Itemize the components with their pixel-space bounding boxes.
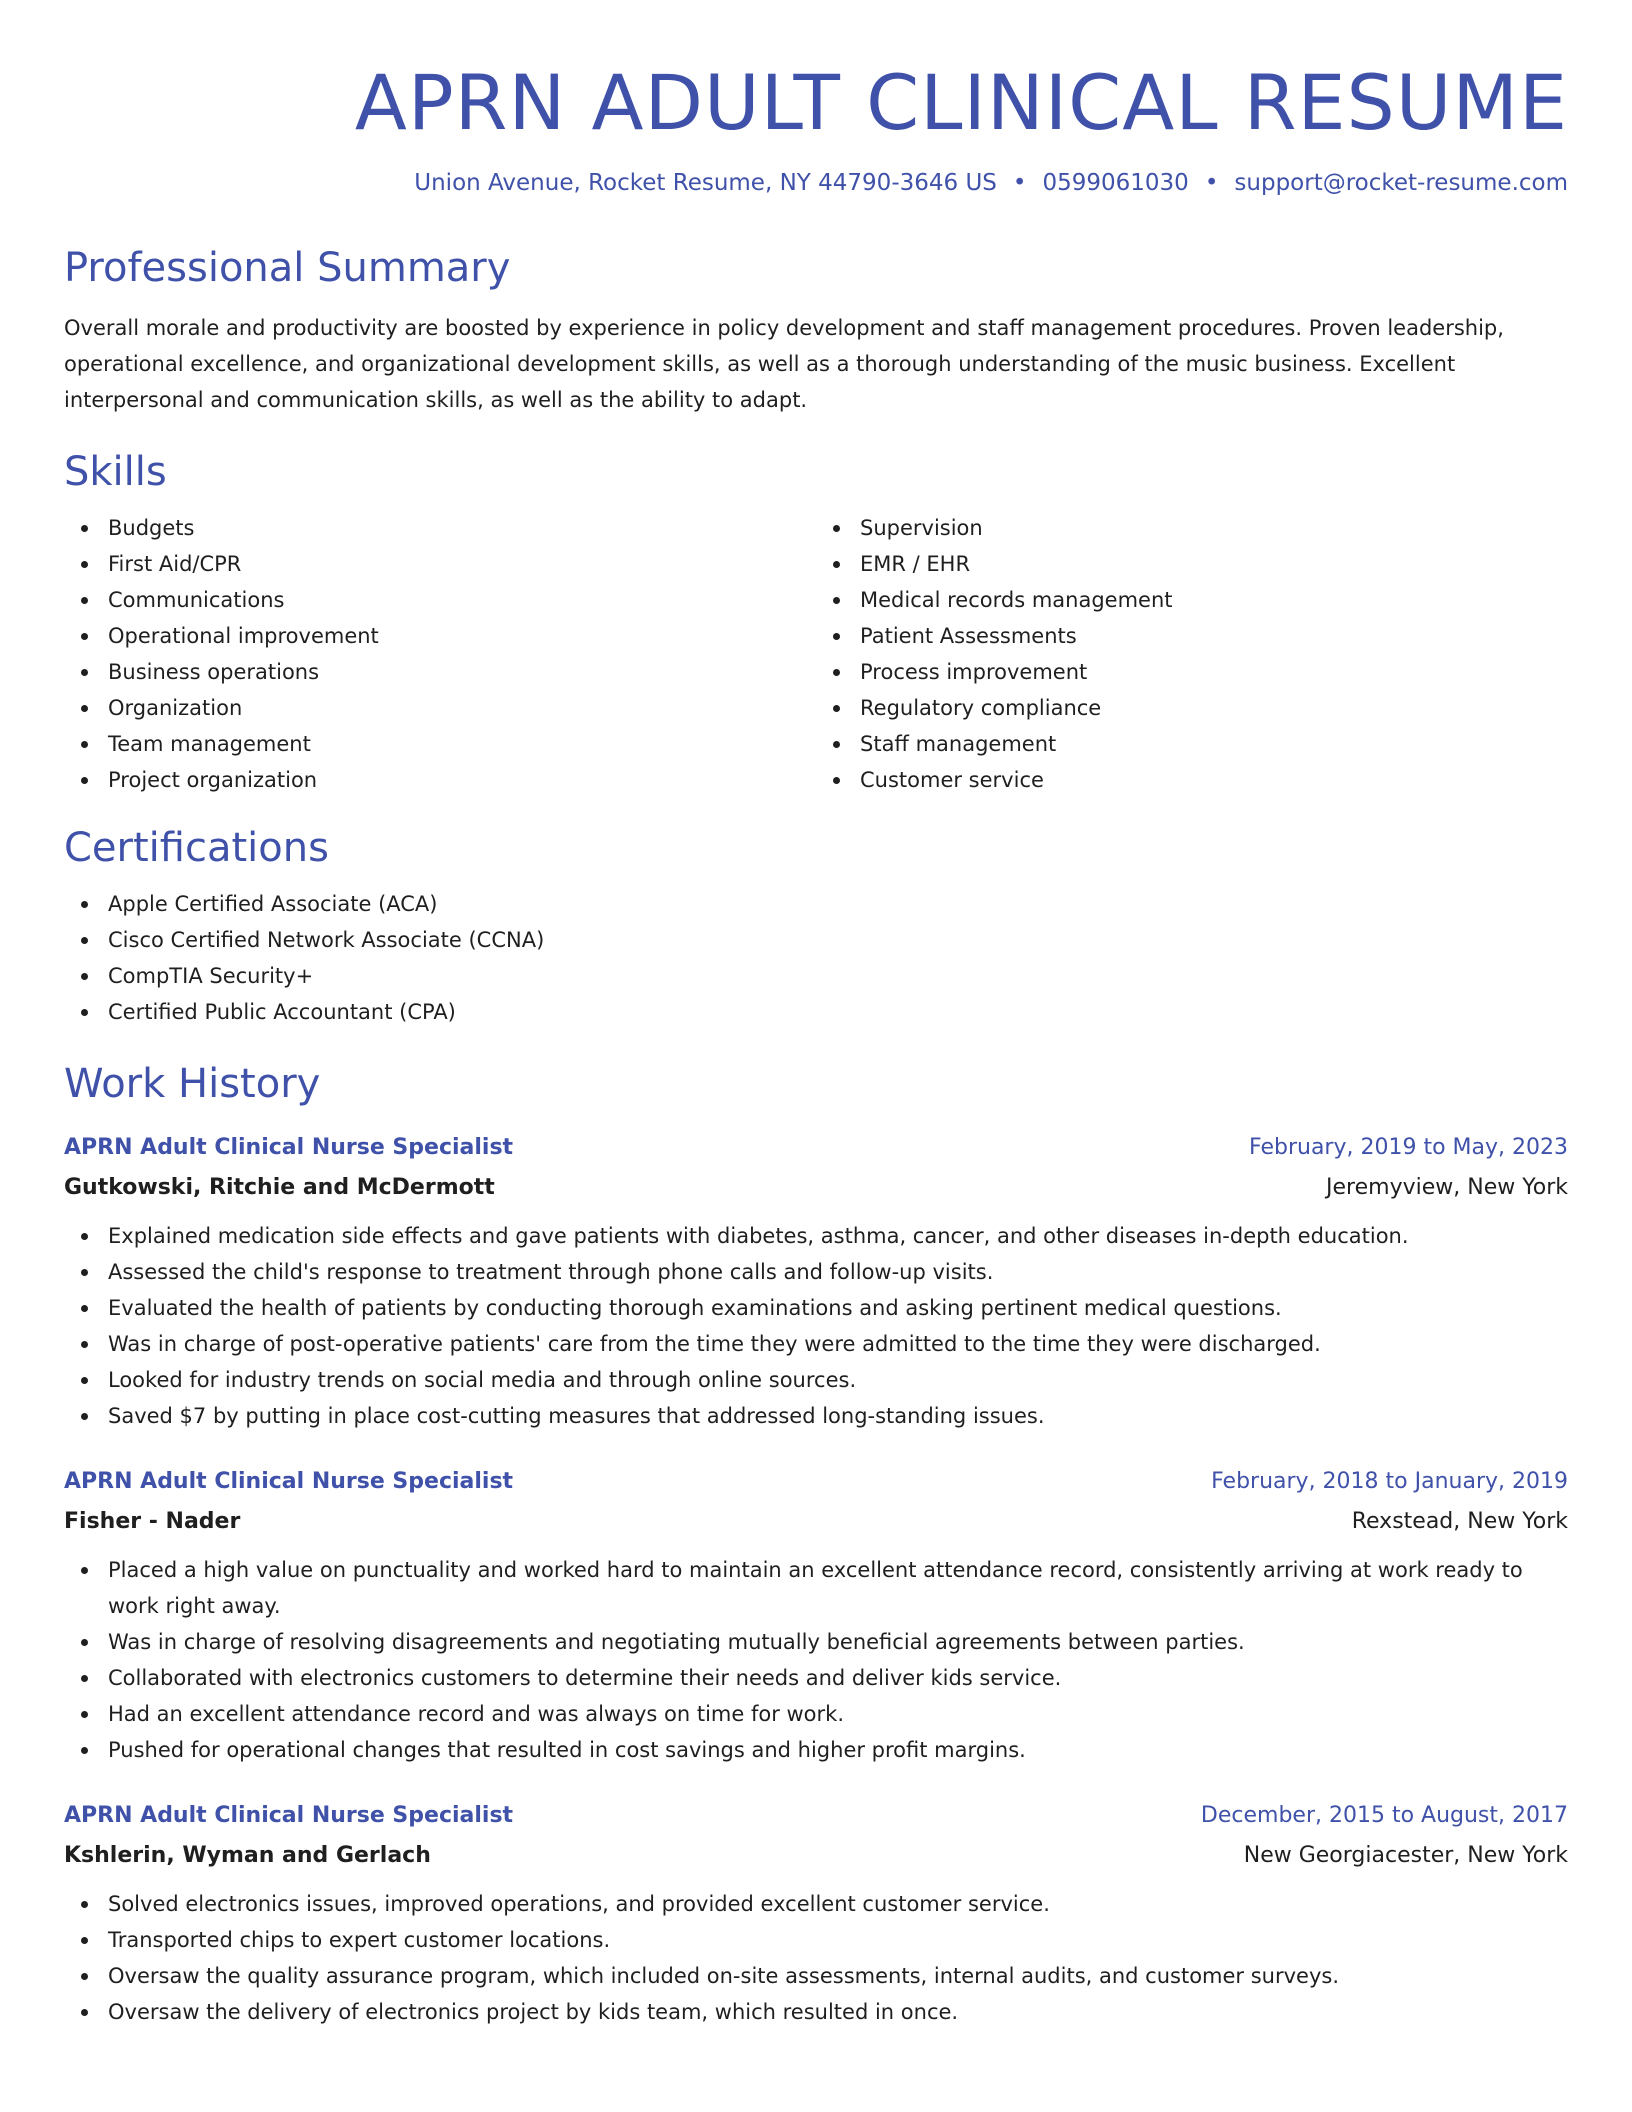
certification-item: CompTIA Security+ <box>108 958 1568 994</box>
skills-grid <box>64 510 1568 798</box>
job-location: Rexstead, New York <box>1351 1509 1568 1534</box>
resume-title: APRN ADULT CLINICAL RESUME <box>354 58 1568 147</box>
skill-item: Patient Assessments <box>860 618 1568 654</box>
job-company-row <box>64 1836 1568 1876</box>
job-bullet: Oversaw the delivery of electronics project by kids team, which resulted in once. <box>108 1994 1568 2030</box>
job-entry <box>64 1128 1568 1434</box>
job-bullets <box>64 1218 1568 1434</box>
skill-item: Operational improvement <box>108 618 816 654</box>
certification-item: Certified Public Accountant (CPA) <box>108 994 1568 1030</box>
job-entry <box>64 1462 1568 1768</box>
work-history-heading: Work History <box>64 1061 321 1107</box>
skill-item: Project organization <box>108 762 816 798</box>
job-company: Gutkowski, Ritchie and McDermott <box>64 1175 495 1200</box>
job-bullet: Oversaw the quality assurance program, which included on-site assessments, internal audits, and customer surveys. <box>108 1958 1568 1994</box>
resume-page <box>64 0 1568 2030</box>
job-title: APRN Adult Clinical Nurse Specialist <box>64 1803 514 1828</box>
job-bullet: Evaluated the health of patients by conducting thorough examinations and asking pertinent medical questions. <box>108 1290 1568 1326</box>
job-company: Kshlerin, Wyman and Gerlach <box>64 1843 431 1868</box>
skill-item: Process improvement <box>860 654 1568 690</box>
job-title: APRN Adult Clinical Nurse Specialist <box>64 1469 514 1494</box>
certification-item: Cisco Certified Network Associate (CCNA) <box>108 922 1568 958</box>
skills-list-right <box>816 510 1568 798</box>
job-header-row <box>64 1796 1568 1836</box>
job-bullet: Explained medication side effects and gave patients with diabetes, asthma, cancer, and other diseases in-depth education. <box>108 1218 1568 1254</box>
skill-item: EMR / EHR <box>860 546 1568 582</box>
job-company-row <box>64 1502 1568 1542</box>
skill-item: Business operations <box>108 654 816 690</box>
job-company: Fisher - Nader <box>64 1509 241 1534</box>
skills-list-left <box>64 510 816 798</box>
skill-item: Supervision <box>860 510 1568 546</box>
certifications-heading: Certifications <box>64 825 329 871</box>
job-entry <box>64 1796 1568 2030</box>
job-bullet: Saved $7 by putting in place cost-cutting measures that addressed long-standing issues. <box>108 1398 1568 1434</box>
job-bullet: Assessed the child's response to treatment through phone calls and follow-up visits. <box>108 1254 1568 1290</box>
skill-item: Staff management <box>860 726 1568 762</box>
job-location: Jeremyview, New York <box>1326 1175 1568 1200</box>
job-bullets <box>64 1886 1568 2030</box>
job-company-row <box>64 1168 1568 1208</box>
job-bullet: Transported chips to expert customer locations. <box>108 1922 1568 1958</box>
job-bullet: Had an excellent attendance record and was always on time for work. <box>108 1696 1568 1732</box>
job-header-row <box>64 1462 1568 1502</box>
contact-address: Union Avenue, Rocket Resume, NY 44790-3646 US <box>414 170 997 196</box>
skill-item: Regulatory compliance <box>860 690 1568 726</box>
skill-item: Customer service <box>860 762 1568 798</box>
job-dates: December, 2015 to August, 2017 <box>1200 1803 1568 1828</box>
contact-phone: 0599061030 <box>1042 170 1189 196</box>
skill-item: First Aid/CPR <box>108 546 816 582</box>
skill-item: Team management <box>108 726 816 762</box>
job-location: New Georgiacester, New York <box>1243 1843 1568 1868</box>
contact-separator: • <box>1204 170 1219 196</box>
certification-item: Apple Certified Associate (ACA) <box>108 886 1568 922</box>
job-bullet: Placed a high value on punctuality and worked hard to maintain an excellent attendance record, consistently arriving at work ready to work right away. <box>108 1552 1568 1624</box>
skill-item: Medical records management <box>860 582 1568 618</box>
job-bullet: Was in charge of post-operative patients' care from the time they were admitted to the time they were discharged. <box>108 1326 1568 1362</box>
summary-text: Overall morale and productivity are boosted by experience in policy development and staff management procedures. Proven leadership, operational excellence, and organizational development skills, as well as a thorough understanding of the music business. Excellent interpersonal and communication skills, as well as the ability to adapt. <box>64 316 1504 412</box>
skill-item: Budgets <box>108 510 816 546</box>
skill-item: Organization <box>108 690 816 726</box>
job-header-row <box>64 1128 1568 1168</box>
contact-line <box>64 166 1568 200</box>
job-title: APRN Adult Clinical Nurse Specialist <box>64 1135 514 1160</box>
job-bullet: Looked for industry trends on social media and through online sources. <box>108 1362 1568 1398</box>
contact-email: support@rocket-resume.com <box>1234 170 1568 196</box>
job-bullet: Collaborated with electronics customers to determine their needs and deliver kids service. <box>108 1660 1568 1696</box>
contact-separator: • <box>1012 170 1027 196</box>
job-bullet: Solved electronics issues, improved operations, and provided excellent customer service. <box>108 1886 1568 1922</box>
skill-item: Communications <box>108 582 816 618</box>
job-bullet: Was in charge of resolving disagreements and negotiating mutually beneficial agreements between parties. <box>108 1624 1568 1660</box>
job-dates: February, 2019 to May, 2023 <box>1249 1135 1568 1160</box>
job-dates: February, 2018 to January, 2019 <box>1211 1469 1568 1494</box>
skills-heading: Skills <box>64 449 167 495</box>
job-bullet: Pushed for operational changes that resulted in cost savings and higher profit margins. <box>108 1732 1568 1768</box>
job-bullets <box>64 1552 1568 1768</box>
summary-heading: Professional Summary <box>64 245 511 291</box>
certifications-list <box>64 886 1568 1030</box>
